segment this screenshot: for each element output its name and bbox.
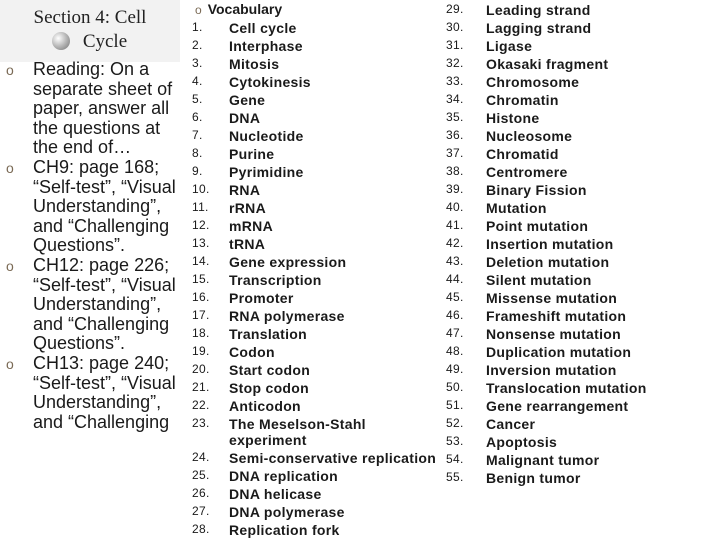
vocab-number: 38. — [446, 164, 464, 178]
vocab-number: 53. — [446, 434, 464, 448]
vocab-number: 12. — [192, 218, 210, 232]
vocab-term: Nonsense mutation — [486, 326, 622, 342]
vocab-number: 41. — [446, 218, 464, 232]
vocab-term: The Meselson-Stahl experiment — [229, 416, 366, 448]
vocab-number: 22. — [192, 398, 210, 412]
vocab-term: Promoter — [229, 290, 294, 306]
vocab-term: Gene expression — [229, 254, 347, 270]
vocab-term: Gene rearrangement — [486, 398, 629, 414]
bullet-icon: o — [195, 3, 202, 17]
vocab-number: 40. — [446, 200, 464, 214]
vocabulary-heading-text: Vocabulary — [207, 1, 283, 17]
vocab-number: 14. — [192, 254, 210, 268]
vocab-term: Centromere — [486, 164, 568, 180]
assignment-item — [6, 354, 186, 432]
vocab-term: Binary Fission — [486, 182, 587, 198]
vocab-number: 52. — [446, 416, 464, 430]
vocab-number: 51. — [446, 398, 464, 412]
vocab-number: 31. — [446, 38, 464, 52]
bullet-icon: o — [6, 62, 14, 78]
vocab-term: Lagging strand — [486, 20, 592, 36]
vocab-number: 30. — [446, 20, 464, 34]
bullet-icon: o — [6, 159, 14, 176]
vocab-term: Inversion mutation — [486, 362, 617, 378]
assignment-item — [6, 158, 186, 256]
vocab-number: 9. — [192, 164, 203, 178]
vocab-term: RNA polymerase — [229, 308, 345, 324]
vocab-term: Frameshift mutation — [486, 308, 627, 324]
title-line-2: Cycle — [82, 31, 128, 52]
vocab-number: 19. — [192, 344, 210, 358]
vocab-number: 54. — [446, 452, 464, 466]
vocab-number: 16. — [192, 290, 210, 304]
vocab-term: Benign tumor — [486, 470, 581, 486]
vocab-number: 50. — [446, 380, 464, 394]
vocab-term: Leading strand — [486, 2, 591, 18]
vocab-term: Start codon — [229, 362, 311, 378]
vocab-term: DNA replication — [229, 468, 338, 484]
vocab-number: 42. — [446, 236, 464, 250]
vocab-number: 17. — [192, 308, 210, 322]
vocab-term: tRNA — [229, 236, 266, 252]
vocab-term: Mutation — [486, 200, 547, 216]
vocab-term: Translocation mutation — [486, 380, 647, 396]
vocab-term: Stop codon — [229, 380, 309, 396]
vocab-number: 3. — [192, 56, 203, 70]
vocab-term: Semi-conservative replication — [229, 450, 437, 466]
assignment-text: Reading: On a separate sheet of paper, answer all the questions at the end of… — [33, 59, 173, 158]
assignment-list — [6, 60, 186, 432]
vocabulary-heading — [195, 1, 282, 17]
vocab-term: Replication fork — [229, 522, 340, 538]
title-line-1: Section 4: Cell — [33, 7, 147, 28]
vocab-term: DNA polymerase — [229, 504, 345, 520]
vocab-term: Apoptosis — [486, 434, 558, 450]
vocab-number: 44. — [446, 272, 464, 286]
vocab-number: 4. — [192, 74, 203, 88]
vocab-number: 47. — [446, 326, 464, 340]
vocab-number: 27. — [192, 504, 210, 518]
vocab-number: 5. — [192, 92, 203, 106]
assignment-text: CH12: page 226; “Self-test”, “Visual Understanding”, and “Challenging Questions”. — [33, 254, 176, 354]
section-title — [0, 6, 180, 54]
vocab-term: Malignant tumor — [486, 452, 600, 468]
vocab-number: 15. — [192, 272, 210, 286]
vocab-number: 2. — [192, 38, 203, 52]
vocab-term: Interphase — [229, 38, 303, 54]
vocab-term: Purine — [229, 146, 275, 162]
vocab-term: rRNA — [229, 200, 266, 216]
vocab-number: 34. — [446, 92, 464, 106]
vocab-term: Pyrimidine — [229, 164, 304, 180]
vocab-term: Translation — [229, 326, 307, 342]
vocab-number: 26. — [192, 486, 210, 500]
vocab-number: 24. — [192, 450, 210, 464]
vocab-number: 6. — [192, 110, 203, 124]
bullet-icon: o — [6, 355, 14, 372]
vocab-number: 55. — [446, 470, 464, 484]
vocab-number: 10. — [192, 182, 210, 196]
vocab-term: Nucleotide — [229, 128, 304, 144]
vocab-number: 13. — [192, 236, 210, 250]
vocab-term: Cancer — [486, 416, 536, 432]
vocab-term: Chromatid — [486, 146, 559, 162]
vocab-number: 1. — [192, 20, 203, 34]
vocab-number: 23. — [192, 416, 210, 430]
assignment-item — [6, 256, 186, 354]
vocab-term: Mitosis — [229, 56, 280, 72]
vocab-number: 48. — [446, 344, 464, 358]
vocab-term: Anticodon — [229, 398, 301, 414]
vocab-term: Deletion mutation — [486, 254, 610, 270]
vocab-number: 28. — [192, 522, 210, 536]
assignment-text: CH13: page 240; “Self-test”, “Visual Understanding”, and “Challenging — [33, 352, 176, 432]
assignment-item — [6, 60, 186, 158]
vocab-number: 25. — [192, 468, 210, 482]
vocab-term: Cell cycle — [229, 20, 297, 36]
vocab-number: 45. — [446, 290, 464, 304]
vocab-number: 21. — [192, 380, 210, 394]
vocab-term: Transcription — [229, 272, 322, 288]
vocab-number: 46. — [446, 308, 464, 322]
vocab-number: 33. — [446, 74, 464, 88]
vocab-term: Ligase — [486, 38, 533, 54]
vocab-term: Point mutation — [486, 218, 589, 234]
vocab-term: Duplication mutation — [486, 344, 632, 360]
vocab-number: 35. — [446, 110, 464, 124]
vocab-term: Chromatin — [486, 92, 559, 108]
bullet-icon: o — [6, 257, 14, 274]
vocab-term: Okasaki fragment — [486, 56, 609, 72]
vocab-term: DNA helicase — [229, 486, 322, 502]
assignment-text: CH9: page 168; “Self-test”, “Visual Understanding”, and “Challenging Questions”. — [33, 156, 176, 256]
vocab-number: 32. — [446, 56, 464, 70]
vocab-number: 36. — [446, 128, 464, 142]
vocab-term: RNA — [229, 182, 261, 198]
vocab-number: 39. — [446, 182, 464, 196]
vocab-term: Codon — [229, 344, 275, 360]
vocab-number: 20. — [192, 362, 210, 376]
vocab-term: Silent mutation — [486, 272, 592, 288]
vocab-number: 18. — [192, 326, 210, 340]
vocab-number: 7. — [192, 128, 203, 142]
vocab-term: Insertion mutation — [486, 236, 614, 252]
vocab-term: Nucleosome — [486, 128, 573, 144]
vocab-term: Cytokinesis — [229, 74, 311, 90]
vocab-term: Histone — [486, 110, 540, 126]
vocab-number: 8. — [192, 146, 203, 160]
vocab-number: 11. — [192, 200, 209, 214]
vocab-term: DNA — [229, 110, 261, 126]
vocab-number: 37. — [446, 146, 464, 160]
vocab-term: Missense mutation — [486, 290, 618, 306]
vocab-term: Chromosome — [486, 74, 580, 90]
vocab-number: 49. — [446, 362, 464, 376]
vocab-term: Gene — [229, 92, 266, 108]
vocab-term: mRNA — [229, 218, 273, 234]
vocab-number: 29. — [446, 2, 464, 16]
vocab-number: 43. — [446, 254, 464, 268]
